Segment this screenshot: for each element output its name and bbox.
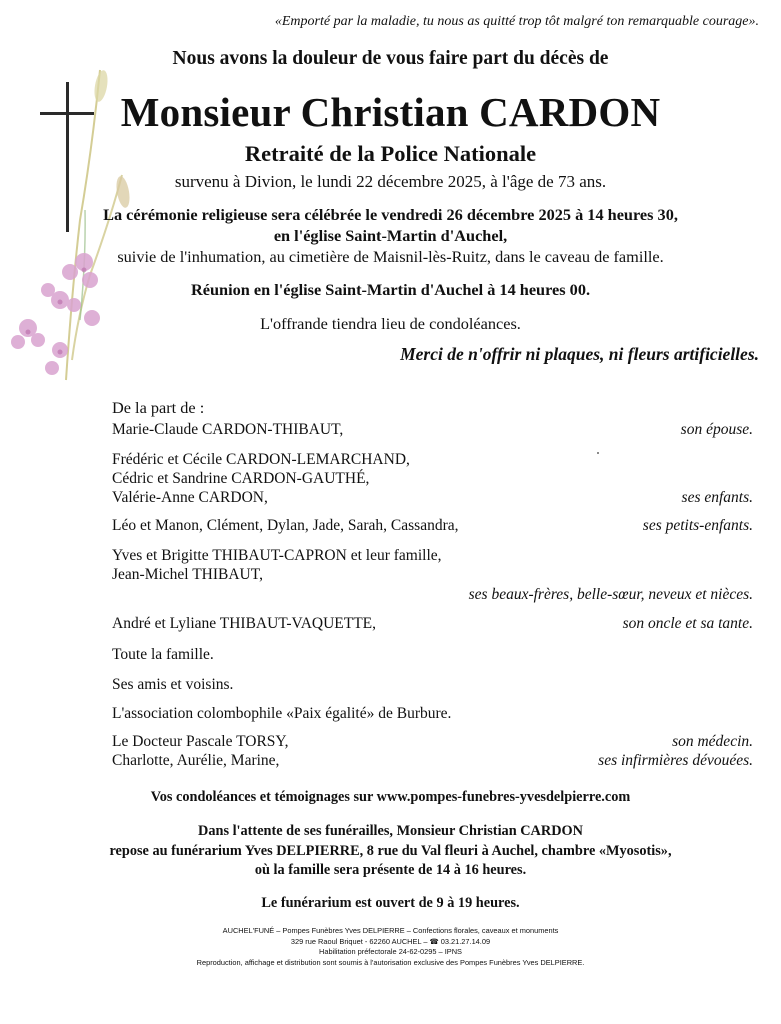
family-names: Toute la famille. xyxy=(112,646,214,663)
from-label: De la part de : xyxy=(112,398,205,417)
ceremony-church: en l'église Saint-Martin d'Auchel, xyxy=(273,226,508,245)
no-gifts-request: Merci de n'offrir ni plaques, ni fleurs artificielles. xyxy=(400,344,759,364)
epigraph-quote: «Emporté par la maladie, tu nous as quitté trop tôt malgré ton remarquable courage». xyxy=(274,14,759,29)
family-names: Léo et Manon, Clément, Dylan, Jade, Sarah, Cassandra, xyxy=(112,517,459,534)
family-names: André et Lyliane THIBAUT-VAQUETTE, xyxy=(112,615,377,632)
death-details: survenu à Divion, le lundi 22 décembre 2025, à l'âge de 73 ans. xyxy=(174,172,607,191)
family-names: Ses amis et voisins. xyxy=(112,676,234,693)
family-relation: son oncle et sa tante. xyxy=(622,615,753,632)
website-line: Vos condoléances et témoignages sur www.pompes-funebres-yvesdelpierre.com xyxy=(150,789,631,805)
funerarium-hours: Le funérarium est ouvert de 9 à 19 heures. xyxy=(261,895,520,911)
deceased-title: Retraité de la Police Nationale xyxy=(244,141,537,166)
family-relation: ses beaux-frères, belle-sœur, neveux et nièces. xyxy=(468,586,753,603)
meeting-info: Réunion en l'église Saint-Martin d'Auchel à 14 heures 00. xyxy=(190,280,591,299)
family-names: L'association colombophile «Paix égalité» de Burbure. xyxy=(112,705,452,722)
family-relation: son épouse. xyxy=(680,421,753,438)
announcement-intro: Nous avons la douleur de vous faire part du décès de xyxy=(172,48,609,69)
deceased-name: Monsieur Christian CARDON xyxy=(120,89,661,135)
family-names: Le Docteur Pascale TORSY, Charlotte, Aurélie, Marine, xyxy=(112,733,289,769)
offering-note: L'offrande tiendra lieu de condoléances. xyxy=(260,314,521,333)
funeral-home-footer: AUCHEL'FUNÉ – Pompes Funèbres Yves DELPIERRE – Confections florales, caveaux et monuments 329 rue Raoul Briquet - 62260 AUCHEL – ☎ 03.21.27.14.09 Habilitation préfectorale 24-62-0295 – IPNS Reproduction, affichage et distribution sont soumis à l'autorisation exclusive des Pompes Funèbres Yves DELPIERRE. xyxy=(196,926,585,967)
family-relation: ses enfants. xyxy=(681,489,753,506)
ceremony-info xyxy=(0,204,781,267)
speck-mark xyxy=(597,452,599,454)
funerarium-info: Dans l'attente de ses funérailles, Monsieur Christian CARDON repose au funérarium Yves DELPIERRE, 8 rue du Val fleuri à Auchel, chambre «Myosotis», où la famille sera présente de 14 à 16 heures. xyxy=(109,823,672,878)
family-names: Yves et Brigitte THIBAUT-CAPRON et leur famille, Jean-Michel THIBAUT, xyxy=(112,547,442,583)
ceremony-line: La cérémonie religieuse sera célébrée le vendredi 26 décembre 2025 à 14 heures 30, xyxy=(103,205,678,224)
ceremony-burial: suivie de l'inhumation, au cimetière de Maisnil-lès-Ruitz, dans le caveau de famille. xyxy=(117,247,664,266)
family-relation: son médecin. ses infirmières dévouées. xyxy=(598,733,753,769)
family-relation: ses petits-enfants. xyxy=(642,517,753,534)
family-names: Frédéric et Cécile CARDON-LEMARCHAND, Cédric et Sandrine CARDON-GAUTHÉ, Valérie-Anne CARDON, xyxy=(112,451,410,506)
family-names: Marie-Claude CARDON-THIBAUT, xyxy=(112,421,344,438)
